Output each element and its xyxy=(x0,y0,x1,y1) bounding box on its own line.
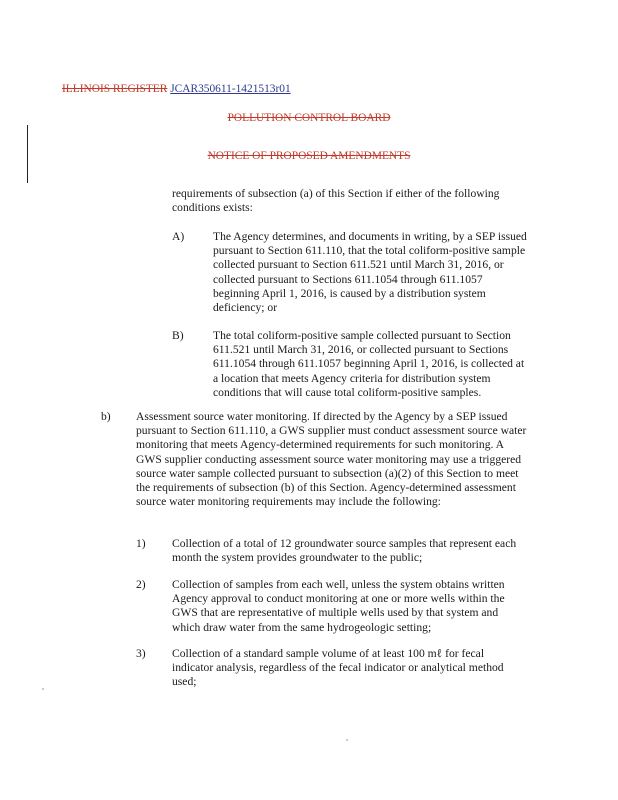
notice-title: NOTICE OF PROPOSED AMENDMENTS xyxy=(207,150,411,162)
board-title: POLLUTION CONTROL BOARD xyxy=(227,112,391,124)
register-header xyxy=(62,82,291,96)
item-2-label: 2) xyxy=(136,578,146,591)
item-b-label: B) xyxy=(172,329,184,342)
register-id-inserted: JCAR350611-1421513r01 xyxy=(170,83,291,95)
item-3-label: 3) xyxy=(136,647,146,660)
item-a-text: The Agency determines, and documents in writing, by a SEP issued pursuant to Section 611.110, that the total coliform-positive sample collected pursuant to Section 611.521 until March 31, 2016, or collected pursuant to Sections 611.1054 through 611.1057 beginning April 1, 2016, is caused by a distribution system deficiency; or xyxy=(213,230,527,315)
intro-text: requirements of subsection (a) of this Section if either of the following conditions exists: xyxy=(172,187,500,215)
scan-speck xyxy=(42,688,44,690)
section-b-label: b) xyxy=(101,410,111,423)
register-title-struck: ILLINOIS REGISTER xyxy=(62,83,168,95)
item-1-label: 1) xyxy=(136,537,146,550)
item-2-text: Collection of samples from each well, unless the system obtains written Agency approval to conduct monitoring at one or more wells within the GWS that are representative of multiple wells used by that system and which draw water from the same hydrogeologic setting; xyxy=(172,578,505,634)
item-3-text: Collection of a standard sample volume of at least 100 mℓ for fecal indicator analysis, regardless of the fecal indicator or analytical method used; xyxy=(172,647,504,689)
item-b-text: The total coliform-positive sample collected pursuant to Section 611.521 until March 31, 2016, or collected pursuant to Sections 611.1054 through 611.1057 beginning April 1, 2016, is collected at a location that meets Agency criteria for distribution system conditions that will cause total coliform-positive samples. xyxy=(213,329,525,399)
revision-bar xyxy=(27,125,28,183)
section-b-text: Assessment source water monitoring. If directed by the Agency by a SEP issued pursuant to Section 611.110, a GWS supplier must conduct assessment source water monitoring that meets Agency-determined requirements for such monitoring. A GWS supplier conducting assessment source water monitoring may use a triggered source water sample collected pursuant to subsection (a)(2) of this Section to meet the requirements of subsection (b) of this Section. Agency-determined assessment source water monitoring requirements may include the following: xyxy=(136,410,527,509)
item-1-text: Collection of a total of 12 groundwater source samples that represent each month the system provides groundwater to the public; xyxy=(172,537,517,565)
scan-speck xyxy=(346,739,348,741)
item-a-label: A) xyxy=(172,230,185,243)
